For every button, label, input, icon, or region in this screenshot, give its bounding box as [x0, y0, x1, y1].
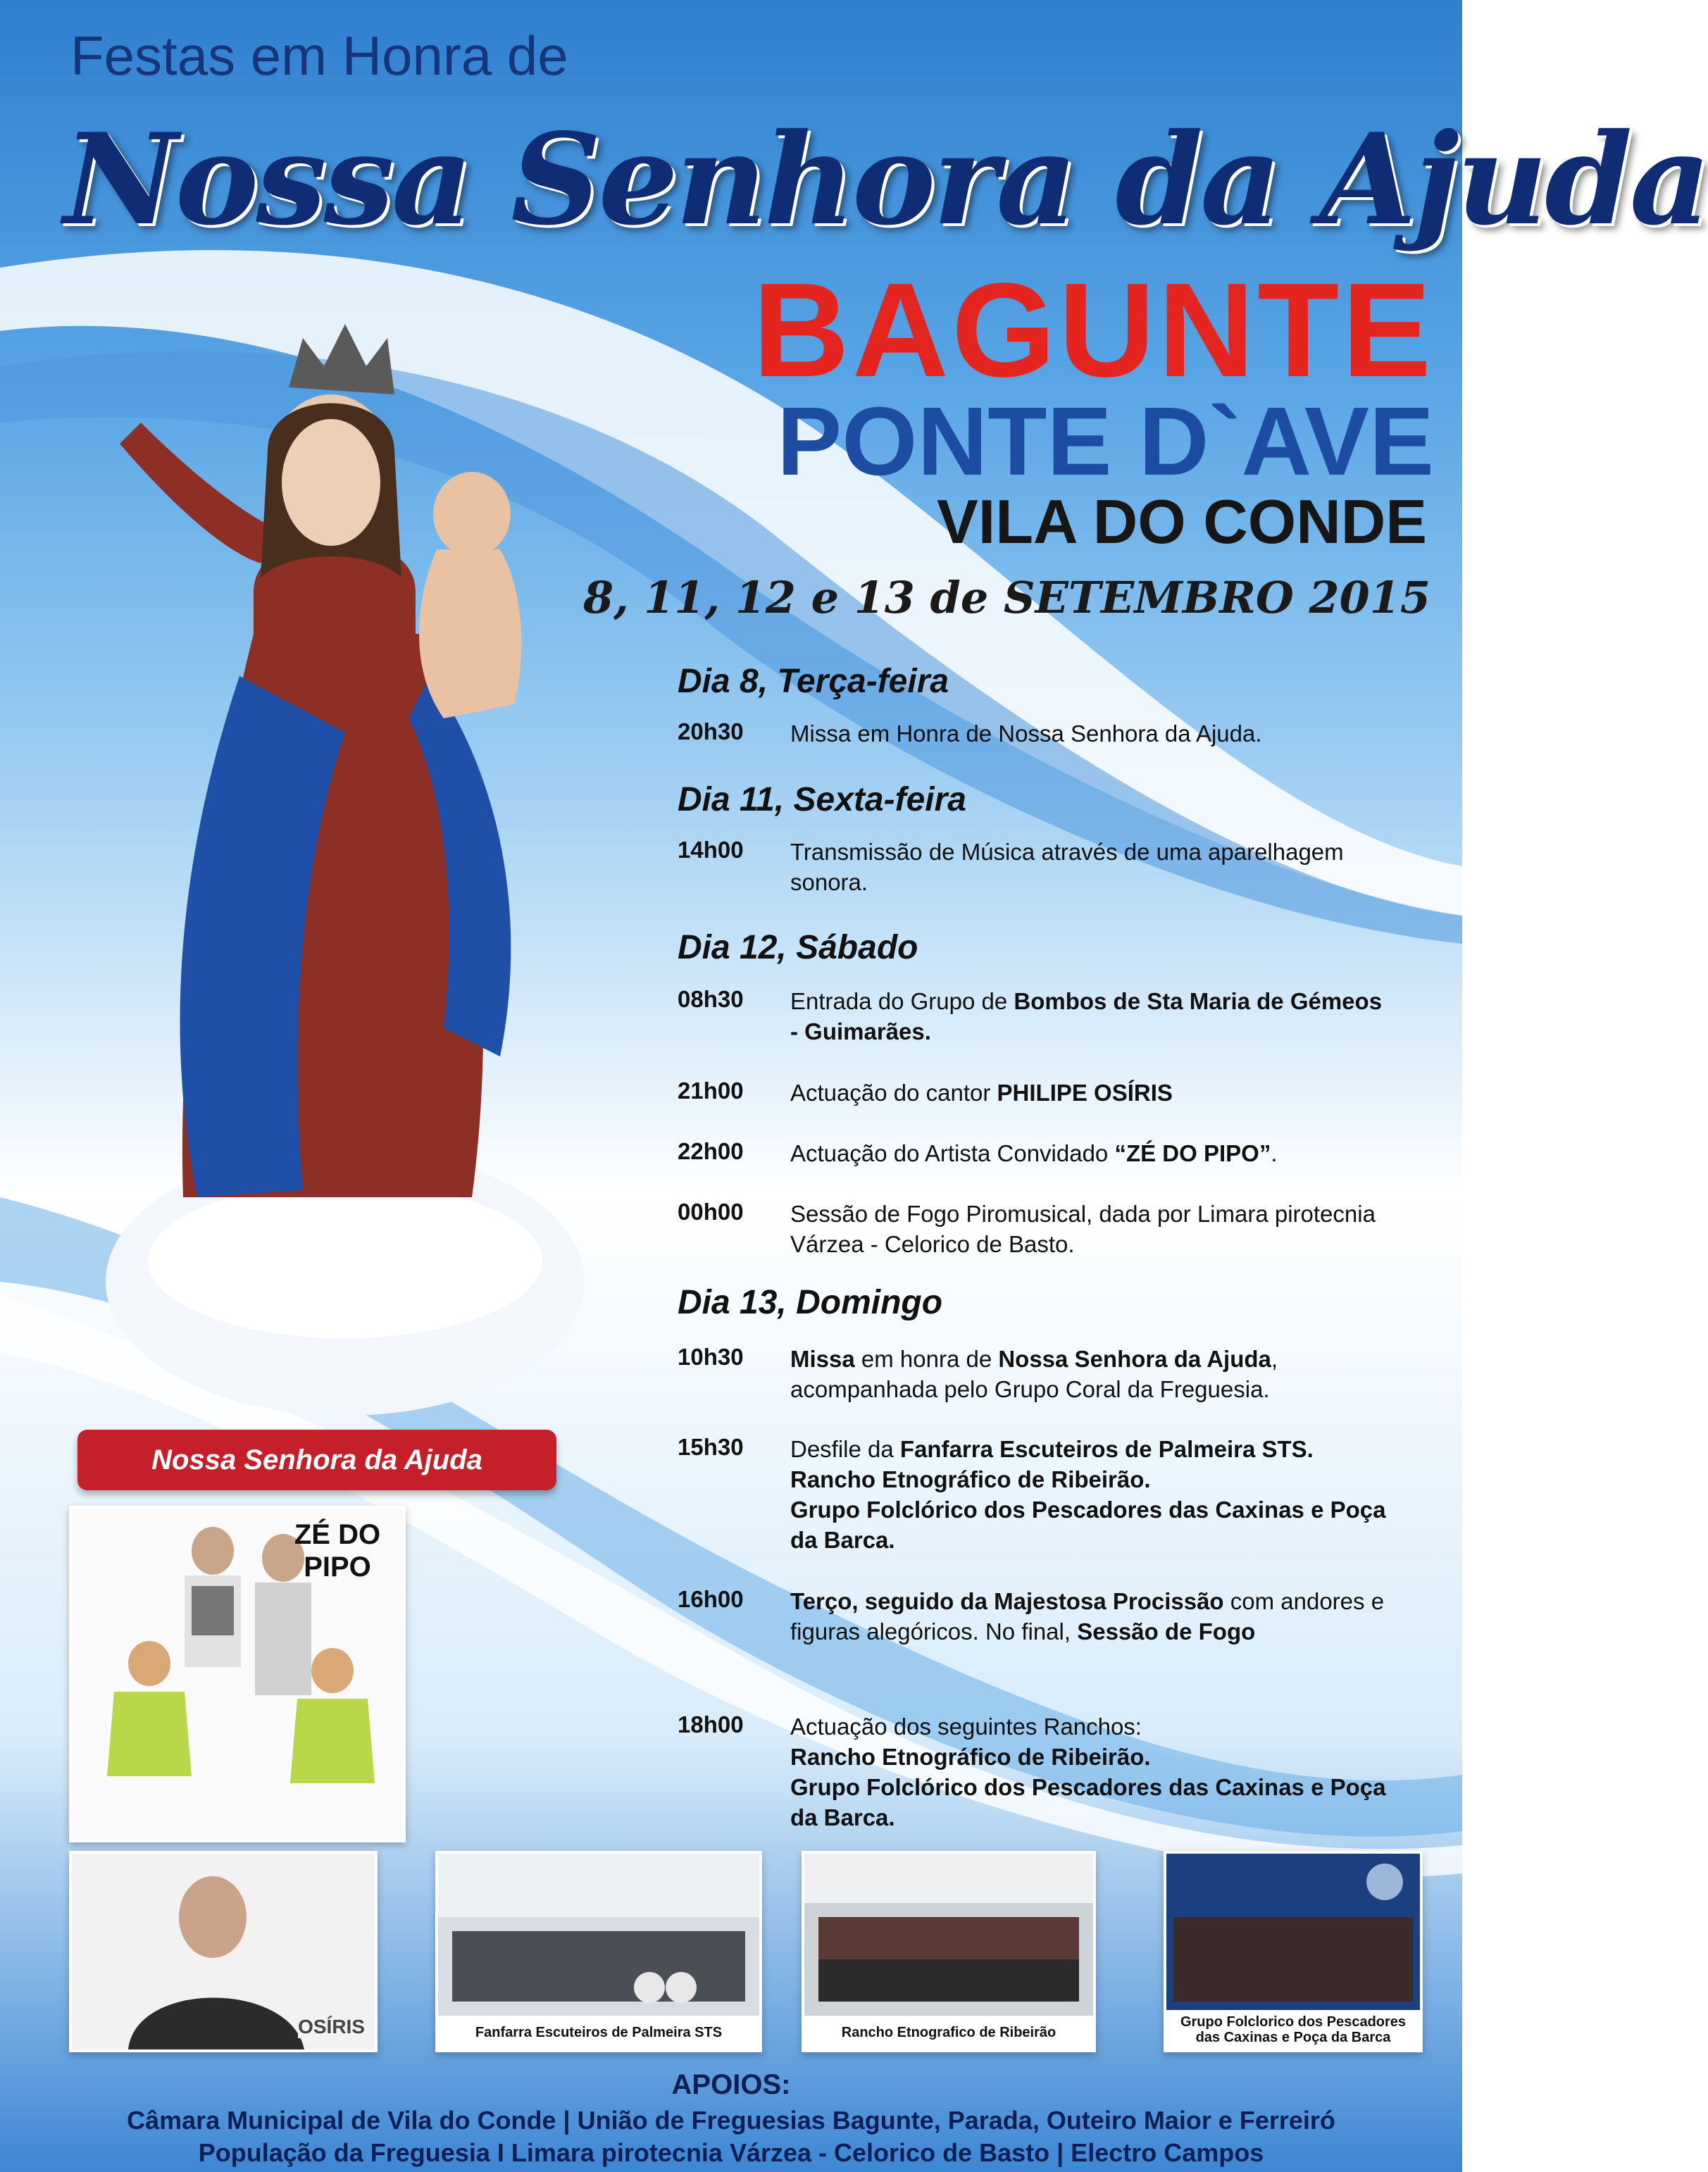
- event-row: [678, 986, 1396, 1047]
- osiris-label: OSÍRIS: [298, 2016, 365, 2037]
- event-desc: Missa em honra de Nossa Senhora da Ajuda, acompanhada pelo Grupo Coral da Freguesia.: [790, 1346, 1278, 1402]
- osiris-photo: [69, 1851, 378, 2052]
- event-desc: Actuação do Artista Convidado “ZÉ DO PIPO”.: [790, 1140, 1278, 1166]
- event-desc: Entrada do Grupo de Bombos de Sta Maria de Gémeos - Guimarães.: [790, 988, 1383, 1044]
- statue-caption: Nossa Senhora da Ajuda: [151, 1444, 482, 1475]
- ze-do-pipo-photo: [69, 1506, 406, 1842]
- day13-heading: Dia 13, Domingo: [678, 1284, 943, 1321]
- rancho-image: [804, 1854, 1093, 2016]
- grupo-image: [1166, 1854, 1420, 2010]
- event-time: 22h00: [678, 1138, 744, 1164]
- event-row: [678, 1711, 1396, 1833]
- event-time: 18h00: [678, 1711, 744, 1737]
- event-row: [678, 1138, 1396, 1168]
- statue-caption-ribbon: [77, 1430, 556, 1490]
- location-ponte-dave: PONTE D`AVE: [777, 387, 1434, 496]
- apoios-line-2: População da Freguesia I Limara pirotecnia Várzea - Celorico de Basto | Electro Campos: [198, 2138, 1264, 2167]
- fanfarra-image: [438, 1854, 759, 2016]
- location-vila-do-conde: VILA DO CONDE: [937, 487, 1427, 556]
- event-desc: Desfile da Fanfarra Escuteiros de Palmeira STS. Rancho Etnográfico de Ribeirão. Grupo Folclórico dos Pescadores das Caxinas e Poça da Barca.: [790, 1436, 1386, 1553]
- event-row: [678, 1434, 1396, 1555]
- apoios-heading: APOIOS:: [671, 2069, 791, 2100]
- day12-heading: Dia 12, Sábado: [678, 929, 918, 966]
- event-row: [678, 1344, 1396, 1404]
- event-time: 00h00: [678, 1199, 744, 1225]
- main-title: Nossa Senhora da Ajuda: [63, 106, 1708, 253]
- grupo-caption: Grupo Folclorico dos Pescadores das Caxinas e Poça da Barca: [1166, 2010, 1420, 2049]
- festival-dates: 8, 11, 12 e 13 de SETEMBRO 2015: [582, 572, 1430, 623]
- apoios-line-1: Câmara Municipal de Vila do Conde | União de Freguesias Bagunte, Parada, Outeiro Maior e Ferreiró: [127, 2106, 1335, 2135]
- event-row: [678, 1078, 1396, 1108]
- day8-heading: Dia 8, Terça-feira: [678, 663, 949, 700]
- grupo-folclorico-photo: [1164, 1851, 1423, 2052]
- event-row: [678, 837, 1396, 897]
- location-bagunte: BAGUNTE: [752, 256, 1434, 405]
- rancho-photo: [802, 1851, 1096, 2052]
- event-desc: Actuação do cantor PHILIPE OSÍRIS: [790, 1080, 1173, 1106]
- event-time: 20h30: [678, 718, 744, 744]
- event-desc: Terço, seguido da Majestosa Procissão com andores e figuras alegóricos. No final, Sessão de Fogo: [790, 1588, 1385, 1644]
- event-desc: Missa em Honra de Nossa Senhora da Ajuda.: [790, 720, 1262, 747]
- fanfarra-photo: [435, 1851, 762, 2052]
- event-time: 08h30: [678, 986, 744, 1012]
- event-row: [678, 1586, 1396, 1647]
- event-row: [678, 1199, 1396, 1259]
- event-time: 16h00: [678, 1586, 744, 1612]
- event-time: 15h30: [678, 1434, 744, 1460]
- event-time: 14h00: [678, 837, 744, 863]
- event-desc: Transmissão de Música através de uma aparelhagem sonora.: [790, 839, 1344, 895]
- pre-title: Festas em Honra de: [70, 25, 568, 87]
- event-time: 21h00: [678, 1078, 744, 1104]
- event-row: [678, 718, 1396, 749]
- rancho-caption: Rancho Etnografico de Ribeirão: [804, 2016, 1093, 2049]
- ze-do-pipo-label: ZÉ DO PIPO: [294, 1519, 381, 1583]
- fanfarra-caption: Fanfarra Escuteiros de Palmeira STS: [438, 2016, 759, 2049]
- event-time: 10h30: [678, 1344, 744, 1370]
- event-desc: Actuação dos seguintes Ranchos: Rancho Etnográfico de Ribeirão. Grupo Folclórico dos Pescadores das Caxinas e Poça da Barca.: [790, 1714, 1386, 1830]
- event-desc: Sessão de Fogo Piromusical, dada por Limara pirotecnia Várzea - Celorico de Basto.: [790, 1201, 1376, 1257]
- statue-image: [77, 282, 613, 1437]
- day11-heading: Dia 11, Sexta-feira: [678, 781, 966, 818]
